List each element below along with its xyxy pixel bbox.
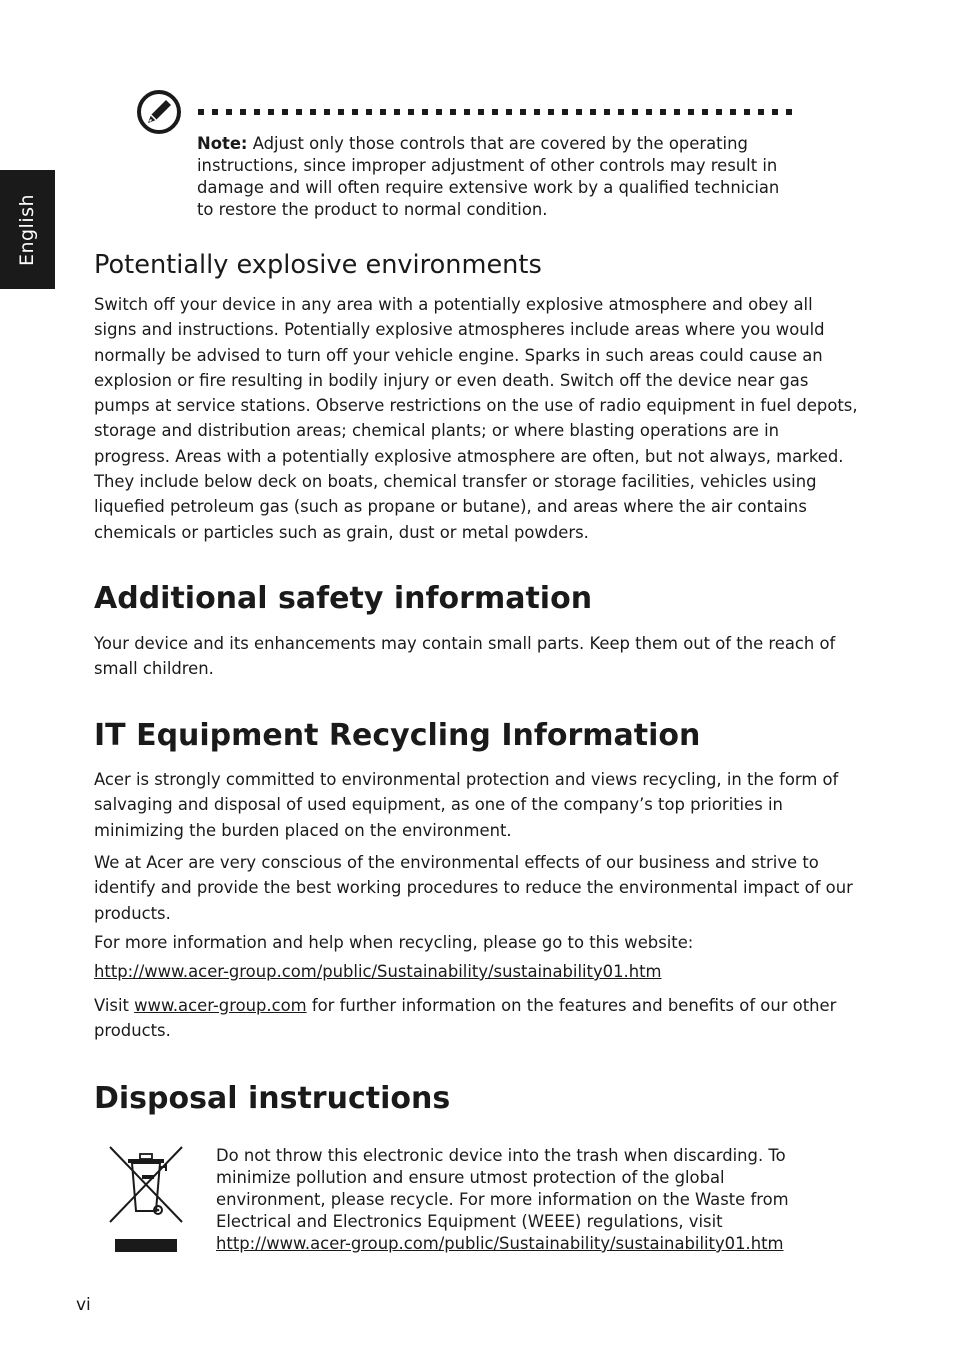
explosive-heading: Potentially explosive environments xyxy=(94,250,542,280)
page-number: vi xyxy=(76,1295,91,1315)
acer-group-link[interactable]: www.acer-group.com xyxy=(134,996,307,1015)
disposal-link[interactable]: http://www.acer-group.com/public/Sustainability/sustainability01.htm xyxy=(216,1234,784,1253)
disposal-heading: Disposal instructions xyxy=(94,1081,451,1116)
disposal-body: Do not throw this electronic device into the trash when discarding. To minimize pollution and ensure utmost protection of the global environment, please recycle. For more information on the Waste from Electrical and Electronics Equipment (WEEE) regulations, visit xyxy=(216,1146,789,1231)
disposal-text xyxy=(216,1145,836,1255)
recycling-para-2: We at Acer are very conscious of the environmental effects of our business and strive to identify and provide the best working procedures to reduce the environmental impact of our products. xyxy=(94,853,853,923)
note-text xyxy=(197,133,797,221)
visit-prefix: Visit xyxy=(94,996,135,1015)
explosive-body: Switch off your device in any area with a potentially explosive atmosphere and obey all signs and instructions. Potentially explosive atmospheres include areas where you would normally be advised to turn off your vehicle engine. Sparks in such areas could cause an explosion or fire resulting in bodily injury or even death. Switch off the device near gas pumps at service stations. Observe restrictions on the use of radio equipment in fuel depots, storage and distribution areas; chemical plants; or where blasting operations are in progress. Areas with a potentially explosive atmosphere are often, but not always, marked. They include below deck on boats, chemical transfer or storage facilities, vehicles using liquefied petroleum gas (such as propane or butane), and areas where the air contains chemicals or particles such as grain, dust or metal powders. xyxy=(94,295,858,542)
note-label: Note: xyxy=(197,134,248,153)
note-dotted-rule xyxy=(198,109,798,115)
visit-suffix: for further information on the features and benefits of our other products. xyxy=(94,996,837,1041)
recycling-para-1: Acer is strongly committed to environmental protection and views recycling, in the form of salvaging and disposal of used equipment, as one of the company’s top priorities in minimizing the burden placed on the environment. xyxy=(94,770,839,840)
note-body: Adjust only those controls that are covered by the operating instructions, since improper adjustment of other controls may result in damage and will often require extensive work by a qualified technician to restore the product to normal condition. xyxy=(197,134,780,219)
safety-body: Your device and its enhancements may contain small parts. Keep them out of the reach of small children. xyxy=(94,634,836,679)
recycling-para-3: For more information and help when recycling, please go to this website: xyxy=(94,933,694,952)
language-tab-label: English xyxy=(16,193,38,267)
recycling-link[interactable]: http://www.acer-group.com/public/Sustainability/sustainability01.htm xyxy=(94,962,662,981)
language-tab xyxy=(0,170,55,289)
note-pencil-icon xyxy=(136,89,182,135)
recycling-heading: IT Equipment Recycling Information xyxy=(94,718,701,753)
recycling-link-line xyxy=(94,959,858,984)
visit-paragraph xyxy=(94,993,858,1044)
safety-heading: Additional safety information xyxy=(94,581,593,616)
weee-crossed-bin-icon xyxy=(106,1143,186,1255)
